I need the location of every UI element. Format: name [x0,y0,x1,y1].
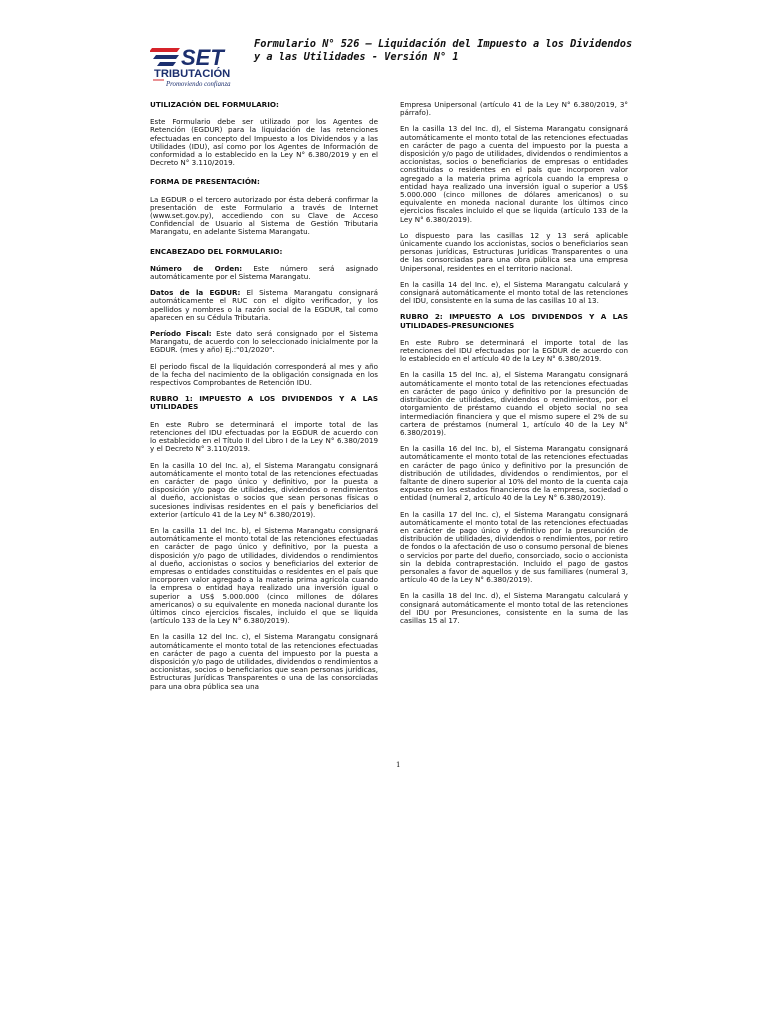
heading-encabezado: ENCABEZADO DEL FORMULARIO: [150,246,283,256]
heading-rubro-1: RUBRO 1: IMPUESTO A LOS DIVIDENDOS Y A LAS UTILIDADES [150,394,378,412]
numero-orden-text: Este número será asignado automáticamente por el Sistema Marangatu. [150,263,378,282]
right-column [400,101,628,633]
paragraph-casilla-10: En la casilla 10 del Inc. a), el Sistema Marangatu consignará automáticamente el monto total de las retenciones efectuadas en carácter de pago único y definitivo, por la puesta a disposición y/o pago de utilidades, dividendos o rendimientos al dueño, accionistas o socios que sean personas físicas o sucesiones indivisas residentes en el país y beneficiarios del exterior (artículo 41 de la Ley N° 6.380/2019). [150,460,378,519]
paragraph-rubro-2: En este Rubro se determinará el importe total de las retenciones del IDU efectuadas por la EGDUR de acuerdo con lo establecido en el artículo 40 de la Ley N° 6.380/2019. [400,337,628,364]
document-title: Formulario N° 526 – Liquidación del Impuesto a los Dividendos y a las Utilidades - Versión N° 1 [254,38,633,63]
heading-utilizacion: UTILIZACIÓN DEL FORMULARIO: [150,100,279,109]
periodo-fiscal-text: Este dato será consignado por el Sistema Marangatu, de acuerdo con lo seleccionado inicialmente por la EGDUR. (mes y año) Ej.:"01/2020". [150,329,379,355]
paragraph-periodo-fiscal [150,330,378,355]
paragraph-casilla-16: En la casilla 16 del Inc. b), el Sistema Marangatu consignará automáticamente el monto total de las retenciones efectuadas en carácter de pago único y definitivo por la presunción de distribución de utilidades, dividendos o rendimientos, por el faltante de dinero superior al 10% del monto de la cuenta caja expuesto en los estados financieros de la empresa, sociedad o entidad (numeral 2, artículo 40 de la Ley N° 6.380/2019). [400,444,628,503]
paragraph-casilla-14: En la casilla 14 del Inc. e), el Sistema Marangatu calculará y consignará automáticamente el monto total de las retenciones del IDU, consistente en la suma de las casillas 10 al 13. [400,279,628,306]
paragraph-casilla-17: En la casilla 17 del Inc. c), el Sistema Marangatu consignará automáticamente el monto total de las retenciones efectuadas en carácter de pago único y definitivo por la presunción de distribución de utilidades, dividendos o rendimientos, por retiro de fondos o la afectación de uso o consumo personal de bienes o servicios por parte del dueño, consorciado, socio o accionista sin la debida contraprestación. Incluido el pago de gastos personales a favor de aquellos y de sus familiares (numeral 3, artículo 40 de la Ley N° 6.380/2019). [400,509,628,585]
heading-rubro-2: RUBRO 2: IMPUESTO A LOS DIVIDENDOS Y A LAS UTILIDADES-PRESUNCIONES [400,312,628,330]
datos-egdur-text: El Sistema Marangatu consignará automáticamente el RUC con el dígito verificador, y los apellidos y nombres o la razón social de la EGDUR, tal como aparecen en su Cédula Tributaria. [150,288,378,322]
paragraph-continuation: Empresa Unipersonal (artículo 41 de la Ley N° 6.380/2019, 3° párrafo). [400,100,628,118]
page-number: 1 [396,761,401,769]
heading-forma-presentacion: FORMA DE PRESENTACIÓN: [150,177,260,187]
logo-main-text: SET [181,45,224,70]
paragraph-casillas-12-13: Lo dispuesto para las casillas 12 y 13 será aplicable únicamente cuando los accionistas, socios o beneficiarios sean personas jurídicas, Estructuras Jurídicas Transparentes o una de las consorciadas para una obra pública sea una empresa Unipersonal, residentes en el territorio nacional. [400,230,628,273]
left-column [150,101,378,699]
paragraph-datos-egdur [150,289,378,322]
paragraph-casilla-11: En la casilla 11 del Inc. b), el Sistema Marangatu consignará automáticamente el monto total de las retenciones efectuadas en carácter de pago único y definitivo, por la puesta a disposición y/o pago de utilidades, dividendos o rendimientos al dueño, accionistas o socios y beneficiarios del exterior de empresas o entidades constituidas o residentes en el país que incorporen valor agregado a la materia prima agrícola cuando la empresa o entidad haya realizado una inversión igual o superior a US$ 5.000.000 (cinco millones de dólares americanos) o su equivalente en moneda nacional durante los últimos cinco ejercicios fiscales, incluido el que se liquida (artículo 133 de la Ley N° 6.380/2019). [150,525,378,626]
paragraph-rubro-1: En este Rubro se determinará el importe total de las retenciones del IDU efectuadas por la EGDUR de acuerdo con lo establecido en el Título II del Libro I de la Ley N° 6.380/2019 y el Decreto N° 3.110/2019. [150,419,378,454]
page-header [150,38,650,88]
datos-egdur-label: Datos de la EGDUR: [150,288,241,298]
paragraph-utilizacion: Este Formulario debe ser utilizado por los Agentes de Retención (EGDUR) para la liquidación de las retenciones efectuadas en concepto del Impuesto a los Dividendos y a las Utilidades (IDU), así como por los Agentes de Información de conformidad a lo establecido en la Ley N° 6.380/2019 y en el Decreto N° 3.110/2019. [150,117,378,168]
logo-tagline-text: Promoviendo confianza [166,81,231,88]
paragraph-casilla-13: En la casilla 13 del Inc. d), el Sistema Marangatu consignará automáticamente el monto total de las retenciones efectuadas en carácter de pago a cuenta del impuesto por la puesta a disposición y/o pago de utilidades, dividendos o rendimientos a accionistas, socios o beneficiarios de empresas o entidades constituidas o residentes en el país que incorporen valor agregado a la materia prima agrícola cuando la empresa o entidad haya realizado una inversión igual o superior a US$ 5.000.000 (cinco millones de dólares americanos) o su equivalente en moneda nacional durante los últimos cinco ejercicios fiscales incluido el que se liquida (artículo 133 de la Ley N° 6.380/2019). [400,124,628,224]
paragraph-casilla-12: En la casilla 12 del Inc. c), el Sistema Marangatu consignará automáticamente el monto total de las retenciones efectuadas en carácter de pago a cuenta del impuesto por la puesta a disposición y/o pago de utilidades, dividendos o rendimientos a accionistas, socios o beneficiarios que sean personas jurídicas, Estructuras Jurídicas Transparentes o una de las consorciadas para una obra pública sea una [150,632,378,691]
numero-orden-label: Número de Orden: [150,263,243,273]
paragraph-casilla-18: En la casilla 18 del Inc. d), el Sistema Marangatu calculará y consignará automáticamente el monto total de las retenciones del IDU por Presunciones, consistente en la suma de las casillas 15 al 17. [400,591,628,625]
set-logo [150,40,248,88]
paragraph-numero-orden [150,265,378,281]
paragraph-periodo-liquidacion: El periodo fiscal de la liquidación corresponderá al mes y año de la fecha del nacimiento de la obligación consignada en los respectivos Comprobantes de Retención IDU. [150,361,378,388]
logo-sub-text: TRIBUTACIÓN [154,68,231,80]
paragraph-forma-presentacion: La EGDUR o el tercero autorizado por ésta deberá confirmar la presentación de este Formulario a través de Internet (www.set.gov.py), accediendo con su Clave de Acceso Confidencial de Usuario al Sistema de Gestión Tributaria Marangatu, en adelante Sistema Marangatu. [150,194,378,237]
paragraph-casilla-15: En la casilla 15 del Inc. a), el Sistema Marangatu consignará automáticamente el monto total de las retenciones efectuadas en carácter de pago único y definitivo por la presunción de distribución de utilidades, dividendos o rendimientos, por el otorgamiento de préstamo cuando el objeto social no sea intermediación financiera y que el mismo supere el 2% de su cartera de préstamos (numeral 1, artículo 40 de la Ley N° 6.380/2019). [400,370,628,437]
periodo-fiscal-label: Período Fiscal: [150,329,212,339]
